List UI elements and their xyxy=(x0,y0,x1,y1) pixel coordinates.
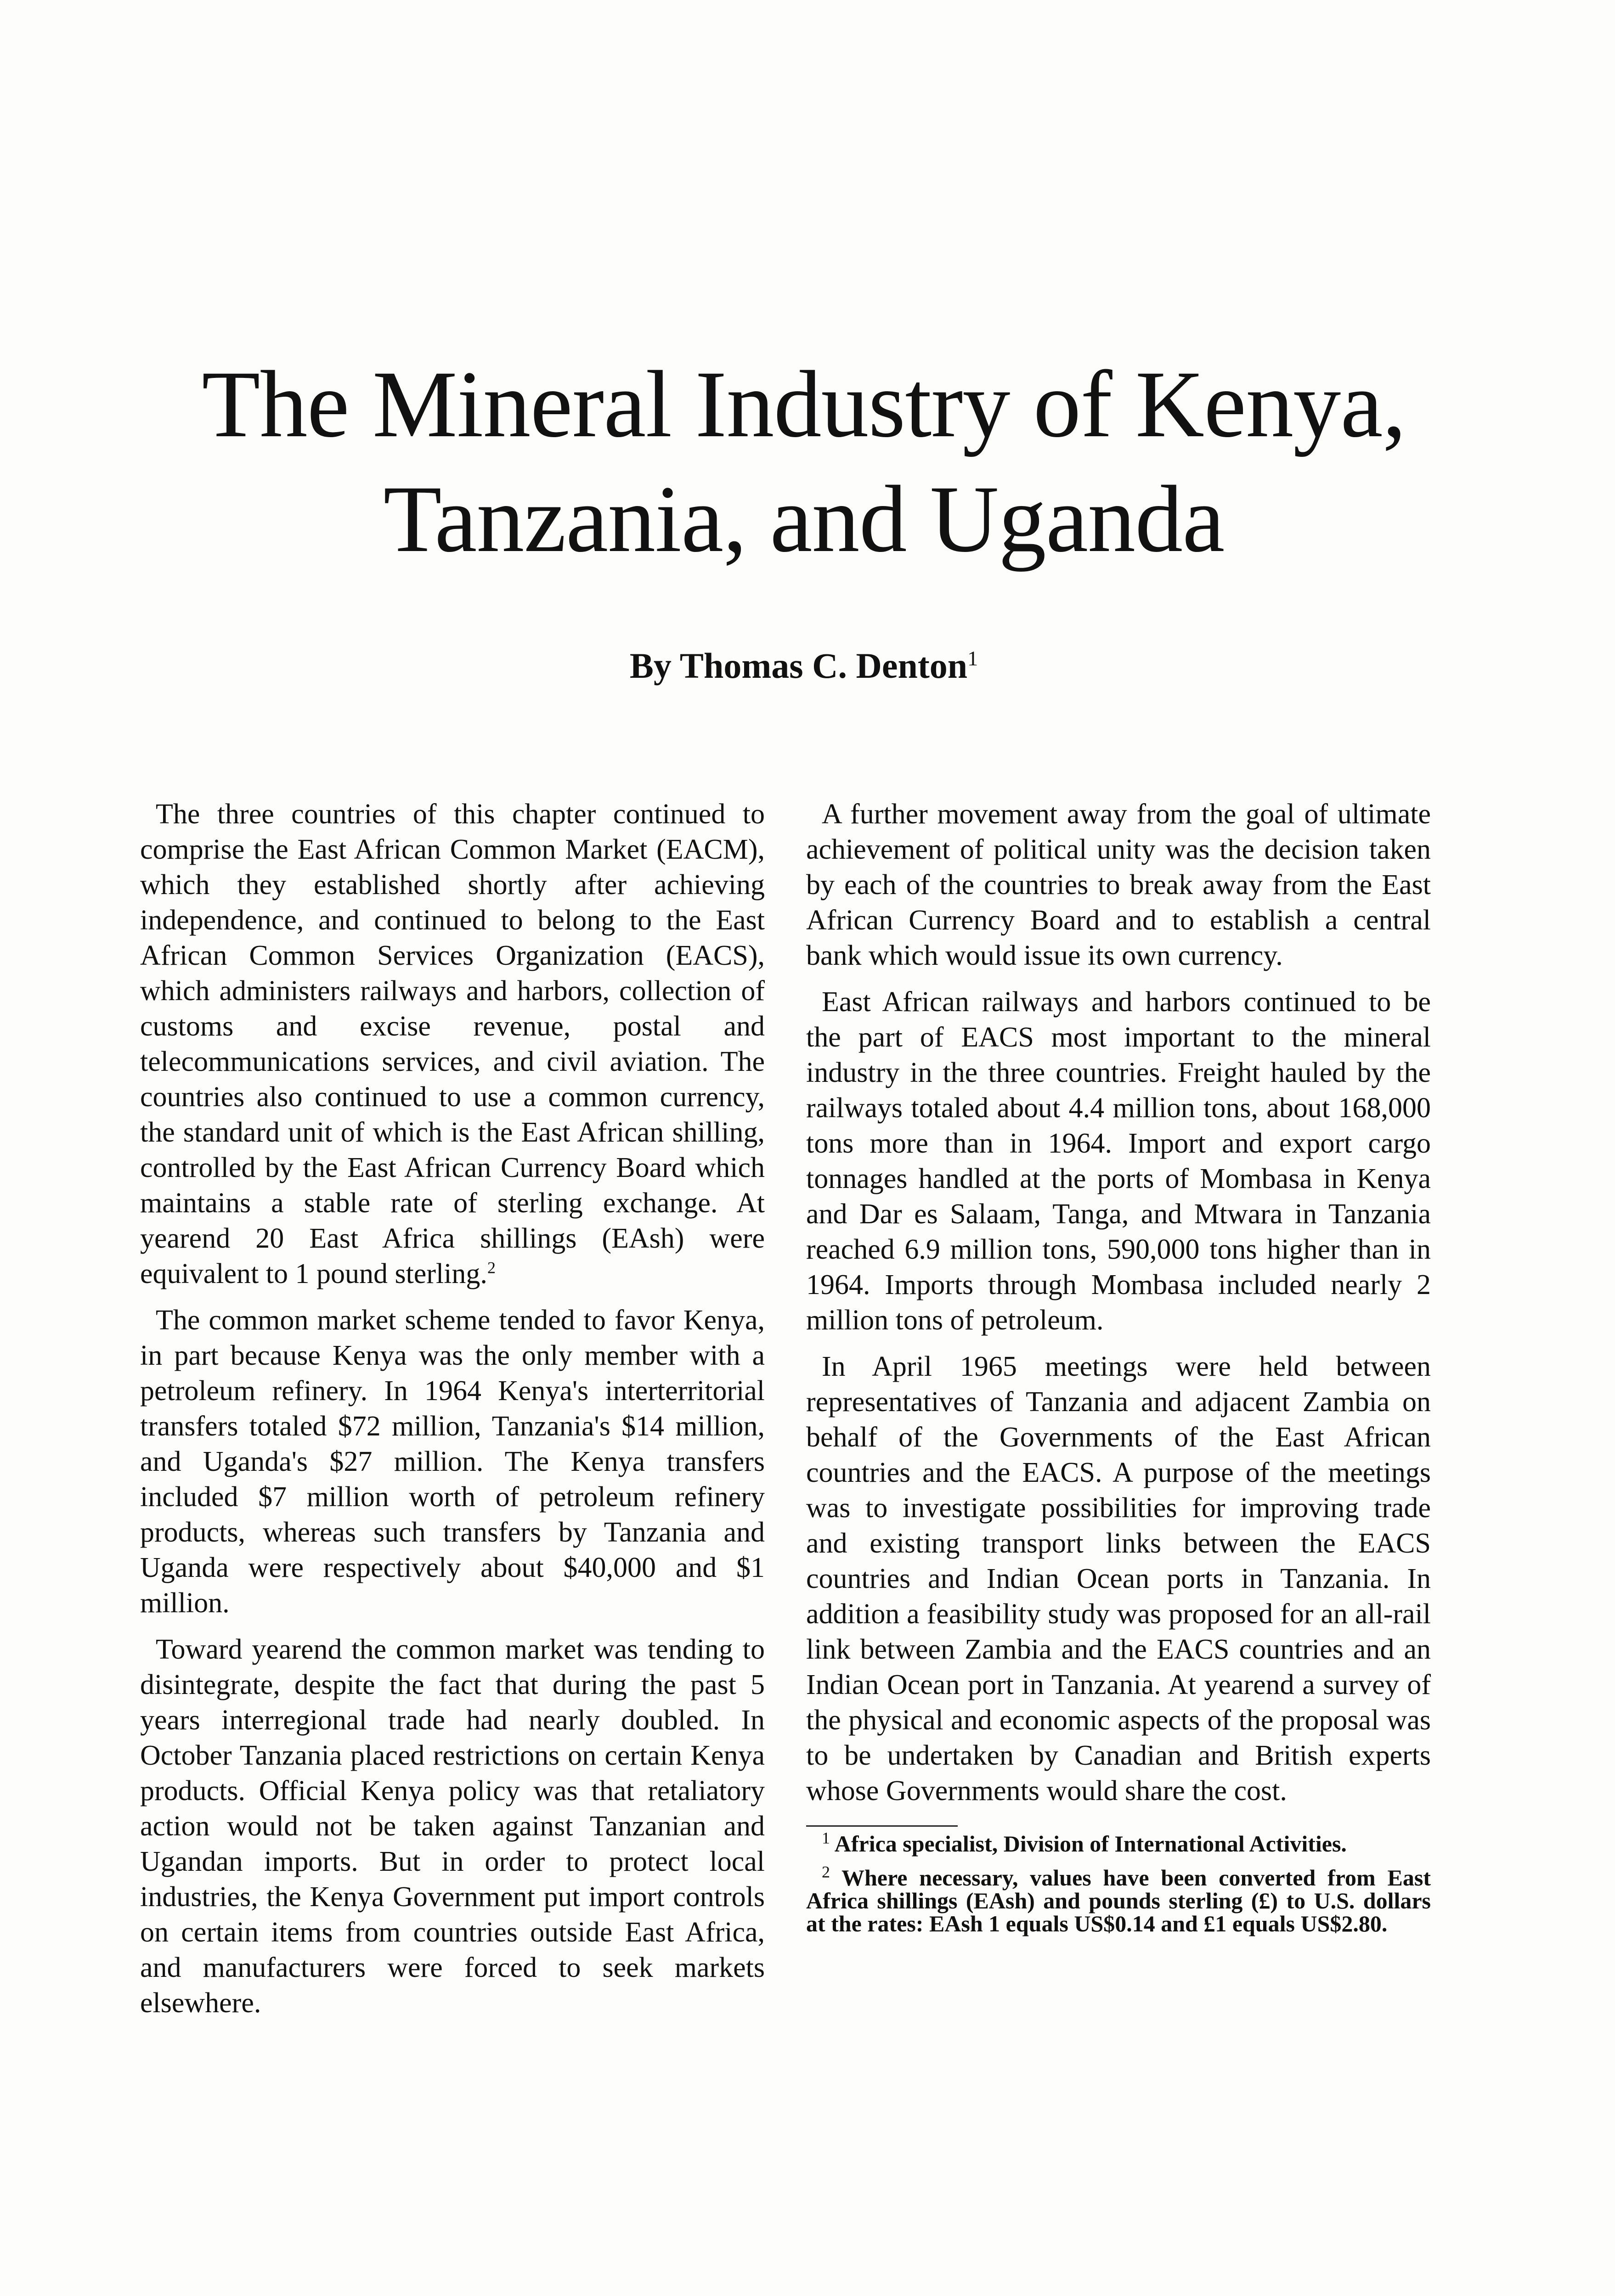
paragraph: East African railways and harbors continued to be the part of EACS most important to the mineral industry in the three countries. Freight hauled by the railways totaled about 4.4 million tons, about 168,000 tons more than in 1964. Import and export cargo tonnages handled at the ports of Mombasa in Kenya and Dar es Salaam, Tanga, and Mtwara in Tanzania reached 6.9 million tons, 590,000 tons higher than in 1964. Imports through Mombasa included nearly 2 million tons of petroleum. xyxy=(806,986,1431,1336)
byline-author: By Thomas C. Denton xyxy=(629,646,968,686)
title-line-2: Tanzania, and Uganda xyxy=(383,466,1225,572)
byline xyxy=(138,643,1470,689)
paragraph: Toward yearend the common market was tending to disintegrate, despite the fact that during the past 5 years interregional trade had nearly doubled. In October Tanzania placed restrictions on certain Kenya products. Official Kenya policy was that retaliatory action would not be taken against Tanzanian and Ugandan imports. But in order to protect local industries, the Kenya Government put import controls on certain items from countries outside East Africa, and manufacturers were forced to seek markets elsewhere. xyxy=(140,1634,765,2019)
paragraph: The three countries of this chapter continued to comprise the East African Common Market (EACM), which they established shortly after achieving independence, and continued to belong to the East African Common Services Organization (EACS), which administers railways and harbors, collection of customs and excise revenue, postal and telecommunications services, and civil aviation. The countries also continued to use a common currency, the standard unit of which is the East African shilling, controlled by the East African Currency Board which maintains a stable rate of sterling exchange. At yearend 20 East Africa shillings (EAsh) were equivalent to 1 pound sterling.$^2$ xyxy=(140,799,765,1289)
paragraph: The common market scheme tended to favor Kenya, in part because Kenya was the only member with a petroleum refinery. In 1964 Kenya's interterritorial transfers totaled $72 million, Tanzania's $14 million, and Uganda's $27 million. The Kenya transfers included $7 million worth of petroleum refinery products, whereas such transfers by Tanzania and Uganda were respectively about $40,000 and $1 million. xyxy=(140,1305,765,1619)
paragraph: In April 1965 meetings were held between representatives of Tanzania and adjacent Zambia on behalf of the Governments of the East African countries and the EACS. A purpose of the meetings was to investigate possibilities for improving trade and existing transport links between the EACS countries and Indian Ocean ports in Tanzania. In addition a feasibility study was proposed for an all-rail link between Zambia and the EACS countries and an Indian Ocean port in Tanzania. At yearend a survey of the physical and economic aspects of the proposal was to be undertaken by Canadian and British experts whose Governments would share the cost. xyxy=(806,1351,1431,1806)
footnote xyxy=(806,1829,1431,1857)
title-line-1: The Mineral Industry of Kenya, xyxy=(202,351,1406,457)
byline-footnote-ref: 1 xyxy=(967,647,978,670)
footnote xyxy=(806,1863,1431,1936)
footnote-ref: 2 xyxy=(487,1258,496,1277)
paragraph: A further movement away from the goal of ultimate achievement of political unity was the decision taken by each of the countries to break away from the East African Currency Board and to establish a central bank which would issue its own currency. xyxy=(806,799,1431,971)
footnote-divider xyxy=(806,1825,958,1827)
left-column xyxy=(140,797,765,2032)
footnote-text: Africa specialist, Division of International Activities. xyxy=(834,1831,1347,1857)
footnote-marker: 1 xyxy=(822,1829,830,1847)
right-column xyxy=(806,797,1431,1946)
footnote-marker: 2 xyxy=(822,1863,830,1881)
footnote-text: Where necessary, values have been converted from East Africa shillings (EAsh) and pounds sterling (£) to U.S. dollars at the rates: EAsh 1 equals US$0.14 and £1 equals US$2.80. xyxy=(806,1865,1431,1936)
